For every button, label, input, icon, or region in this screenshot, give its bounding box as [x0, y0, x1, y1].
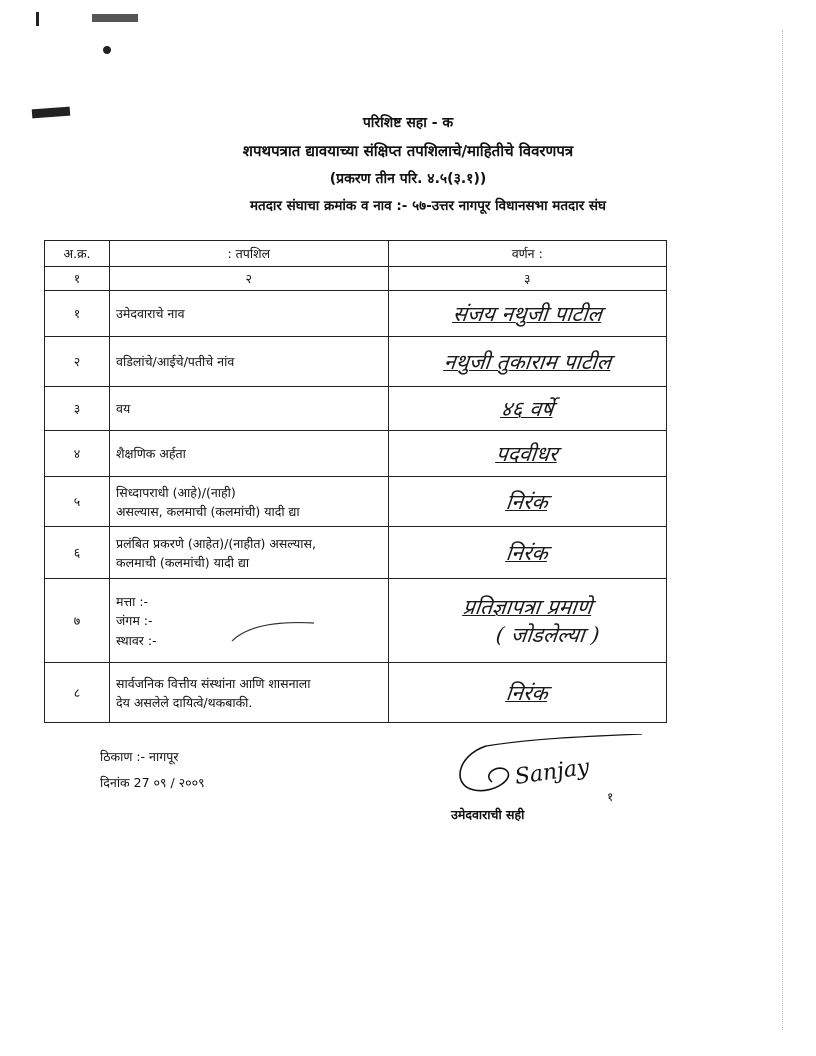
- row-item-line: जंगम :-: [116, 613, 153, 629]
- row-item-line: सार्वजनिक वित्तीय संस्थांना आणि शासनाला: [116, 675, 311, 691]
- table-row: [45, 477, 667, 527]
- handwritten-value: संजय नथुजी पाटील: [451, 301, 604, 326]
- side-mark: १: [607, 790, 614, 804]
- dash-stroke: [228, 617, 318, 647]
- handwritten-value: निरंक: [505, 540, 550, 565]
- row-value: [388, 337, 667, 387]
- row-item-line: असल्यास, कलमाची (कलमांची) यादी द्या: [116, 503, 300, 519]
- handwritten-value: प्रतिज्ञापत्रा प्रमाणे: [461, 594, 594, 619]
- row-value: [388, 527, 667, 579]
- table-row: [45, 431, 667, 477]
- row-item-label: [110, 477, 389, 527]
- table-row: [45, 527, 667, 579]
- row-item-label: उमेदवाराचे नाव: [110, 291, 389, 337]
- row-number: ५: [45, 477, 110, 527]
- col-header-details: : तपशिल: [110, 241, 389, 267]
- col-header-serial: अ.क्र.: [45, 241, 110, 267]
- handwritten-value: ( जोडलेल्या ): [494, 622, 601, 647]
- row-number: ४: [45, 431, 110, 477]
- scan-mark-top-left: [36, 12, 39, 26]
- row-item-label: [110, 663, 389, 723]
- row-item-label: [110, 579, 389, 663]
- candidate-signature: [446, 734, 646, 804]
- row-value: [388, 477, 667, 527]
- row-number: ७: [45, 579, 110, 663]
- table-row: [45, 291, 667, 337]
- table-header-row: [45, 241, 667, 267]
- row-item-line: मत्ता :-: [116, 593, 149, 609]
- row-item-line: सिध्दापराधी (आहे)/(नाही): [116, 484, 236, 500]
- signature-text: Sanjay: [513, 754, 591, 790]
- row-value: [388, 663, 667, 723]
- col-header-description: वर्णन :: [388, 241, 667, 267]
- signature-caption: उमेदवाराची सही: [451, 807, 525, 822]
- row-item-label: वडिलांचे/आईचे/पतीचे नांव: [110, 337, 389, 387]
- date-label: दिनांक 27 ०९ / २००९: [100, 775, 205, 790]
- table-row: [45, 579, 667, 663]
- row-value: [388, 387, 667, 431]
- table-row: [45, 337, 667, 387]
- row-value: [388, 291, 667, 337]
- index-cell-3: ३: [388, 267, 667, 291]
- row-item-label: वय: [110, 387, 389, 431]
- handwritten-value: नथुजी तुकाराम पाटील: [442, 349, 613, 374]
- chapter-reference: (प्रकरण तीन परि. ४.५(३.१)): [329, 171, 487, 187]
- index-cell-1: १: [45, 267, 110, 291]
- row-item-line: प्रलंबित प्रकरणे (आहेत)/(नाहीत) असल्यास,: [116, 535, 316, 551]
- table-index-row: [45, 267, 667, 291]
- table-row: [45, 663, 667, 723]
- table-row: [45, 387, 667, 431]
- row-item-line: देय असलेले दायित्वे/थकबाकी.: [116, 694, 253, 710]
- constituency-line: मतदार संघाचा क्रमांक व नाव :- ५७-उत्तर नागपूर विधानसभा मतदार संघ: [249, 198, 607, 214]
- handwritten-value: पदवीधर: [495, 441, 560, 466]
- row-value: [388, 579, 667, 663]
- row-number: ३: [45, 387, 110, 431]
- details-table: [44, 240, 667, 723]
- handwritten-value: निरंक: [505, 680, 550, 705]
- place-label: ठिकाण :- नागपूर: [100, 749, 179, 764]
- row-number: १: [45, 291, 110, 337]
- document-title: शपथपत्रात द्यावयाच्या संक्षिप्त तपशिलाचे/माहितीचे विवरणपत्र: [242, 142, 574, 160]
- row-item-line: कलमाची (कलमांची) यादी द्या: [116, 554, 250, 570]
- handwritten-value: निरंक: [505, 489, 550, 514]
- row-item-label: [110, 527, 389, 579]
- row-number: ६: [45, 527, 110, 579]
- annex-heading: परिशिष्ट सहा - क: [362, 115, 454, 131]
- row-value: [388, 431, 667, 477]
- handwritten-value: ४६ वर्षे: [499, 396, 555, 421]
- row-item-line: स्थावर :-: [116, 632, 157, 648]
- scan-mark-top: [92, 14, 138, 22]
- row-item-label: शैक्षणिक अर्हता: [110, 431, 389, 477]
- index-cell-2: २: [110, 267, 389, 291]
- scan-mark-dot: [103, 46, 111, 54]
- row-number: २: [45, 337, 110, 387]
- row-number: ८: [45, 663, 110, 723]
